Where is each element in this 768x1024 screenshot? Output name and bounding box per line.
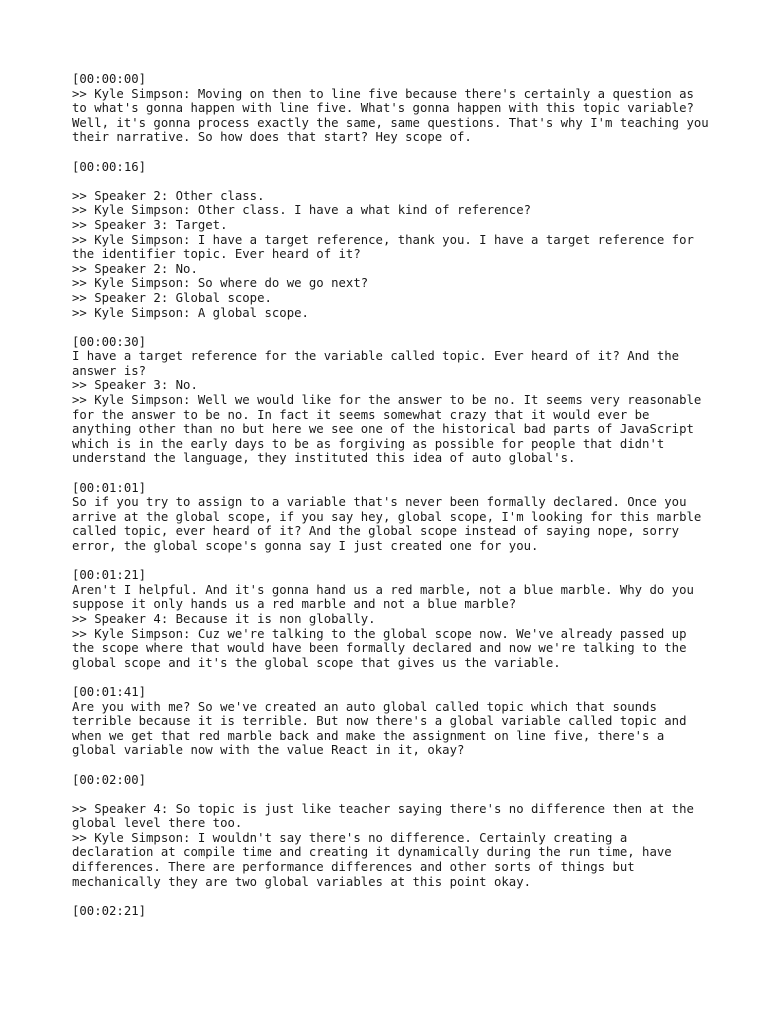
transcript-line: >> Speaker 2: No.	[72, 261, 198, 276]
blank-line	[72, 174, 712, 189]
transcript-line: >> Speaker 2: Global scope.	[72, 290, 272, 305]
transcript-block	[72, 904, 712, 919]
transcript-page	[72, 72, 717, 933]
transcript-line: >> Kyle Simpson: Other class. I have a what kind of reference?	[72, 203, 532, 218]
transcript-block	[72, 335, 712, 466]
transcript-line: So if you try to assign to a variable that's never been formally declared. Once you arrive at the global scope, if you say hey, global scope, I'm looking for this marble called topic, ever heard of it? And the global scope instead of saying nope, sorry error, the global scope's gonna say I just created one for you.	[72, 495, 709, 553]
transcript-block	[72, 481, 712, 554]
timestamp: [00:02:00]	[72, 772, 147, 787]
timestamp: [00:01:41]	[72, 684, 147, 699]
timestamp: [00:01:01]	[72, 480, 147, 495]
transcript-block	[72, 773, 712, 890]
transcript-line: Are you with me? So we've created an auto global called topic which that sounds terrible because it is terrible. But now there's a global variable called topic and when we get that red marble back and make the assignment on line five, there's a global variable now with the value React in it, okay?	[72, 699, 694, 758]
transcript-line: >> Kyle Simpson: Moving on then to line five because there's certainly a question as to what's gonna happen with line five. What's gonna happen with this topic variable? Well, it's gonna process exactly the same, same questions. That's why I'm teaching you their narrative. So how does that start? Hey scope of.	[72, 86, 717, 145]
transcript-line: >> Kyle Simpson: Cuz we're talking to the global scope now. We've already passed up the scope where that would have been formally declared and now we're talking to the global scope and it's the global scope that gives us the variable.	[72, 626, 694, 670]
transcript-line: >> Kyle Simpson: A global scope.	[72, 305, 309, 320]
transcript-line: >> Speaker 3: No.	[72, 378, 198, 393]
transcript-line: >> Speaker 4: Because it is non globally.	[72, 611, 376, 626]
transcript-line: >> Speaker 2: Other class.	[72, 188, 265, 203]
transcript-block	[72, 685, 712, 758]
transcript-line: >> Kyle Simpson: I wouldn't say there's no difference. Certainly creating a declaration at compile time and creating it dynamically during the run time, have differences. There are performance differences and other sorts of things but mechanically they are two global variables at this point okay.	[72, 830, 680, 889]
timestamp: [00:00:00]	[72, 72, 147, 86]
timestamp: [00:02:21]	[72, 903, 147, 918]
transcript-block	[72, 72, 717, 145]
transcript-line: Aren't I helpful. And it's gonna hand us a red marble, not a blue marble. Why do you suppose it only hands us a red marble and not a blue marble?	[72, 582, 702, 612]
transcript-line: >> Kyle Simpson: I have a target reference, thank you. I have a target reference for the identifier topic. Ever heard of it?	[72, 232, 702, 262]
transcript-line: >> Kyle Simpson: So where do we go next?	[72, 276, 369, 291]
transcript-line: I have a target reference for the variable called topic. Ever heard of it? And the answer is?	[72, 349, 687, 378]
transcript-block	[72, 160, 712, 321]
transcript-line: >> Kyle Simpson: Well we would like for the answer to be no. It seems very reasonable for the answer to be no. In fact it seems somewhat crazy that it would ever be anything other than no but here we see one of the historical bad parts of JavaScript which is in the early days to be as forgiving as possible for people that didn't understand the language, they instituted this idea of auto global's.	[72, 393, 709, 466]
transcript-line: >> Speaker 3: Target.	[72, 217, 228, 232]
timestamp: [00:00:30]	[72, 334, 147, 349]
blank-line	[72, 787, 712, 802]
timestamp: [00:00:16]	[72, 159, 147, 174]
transcript-line: >> Speaker 4: So topic is just like teacher saying there's no difference then at the global level there too.	[72, 801, 702, 831]
transcript-block	[72, 568, 712, 670]
timestamp: [00:01:21]	[72, 568, 147, 583]
